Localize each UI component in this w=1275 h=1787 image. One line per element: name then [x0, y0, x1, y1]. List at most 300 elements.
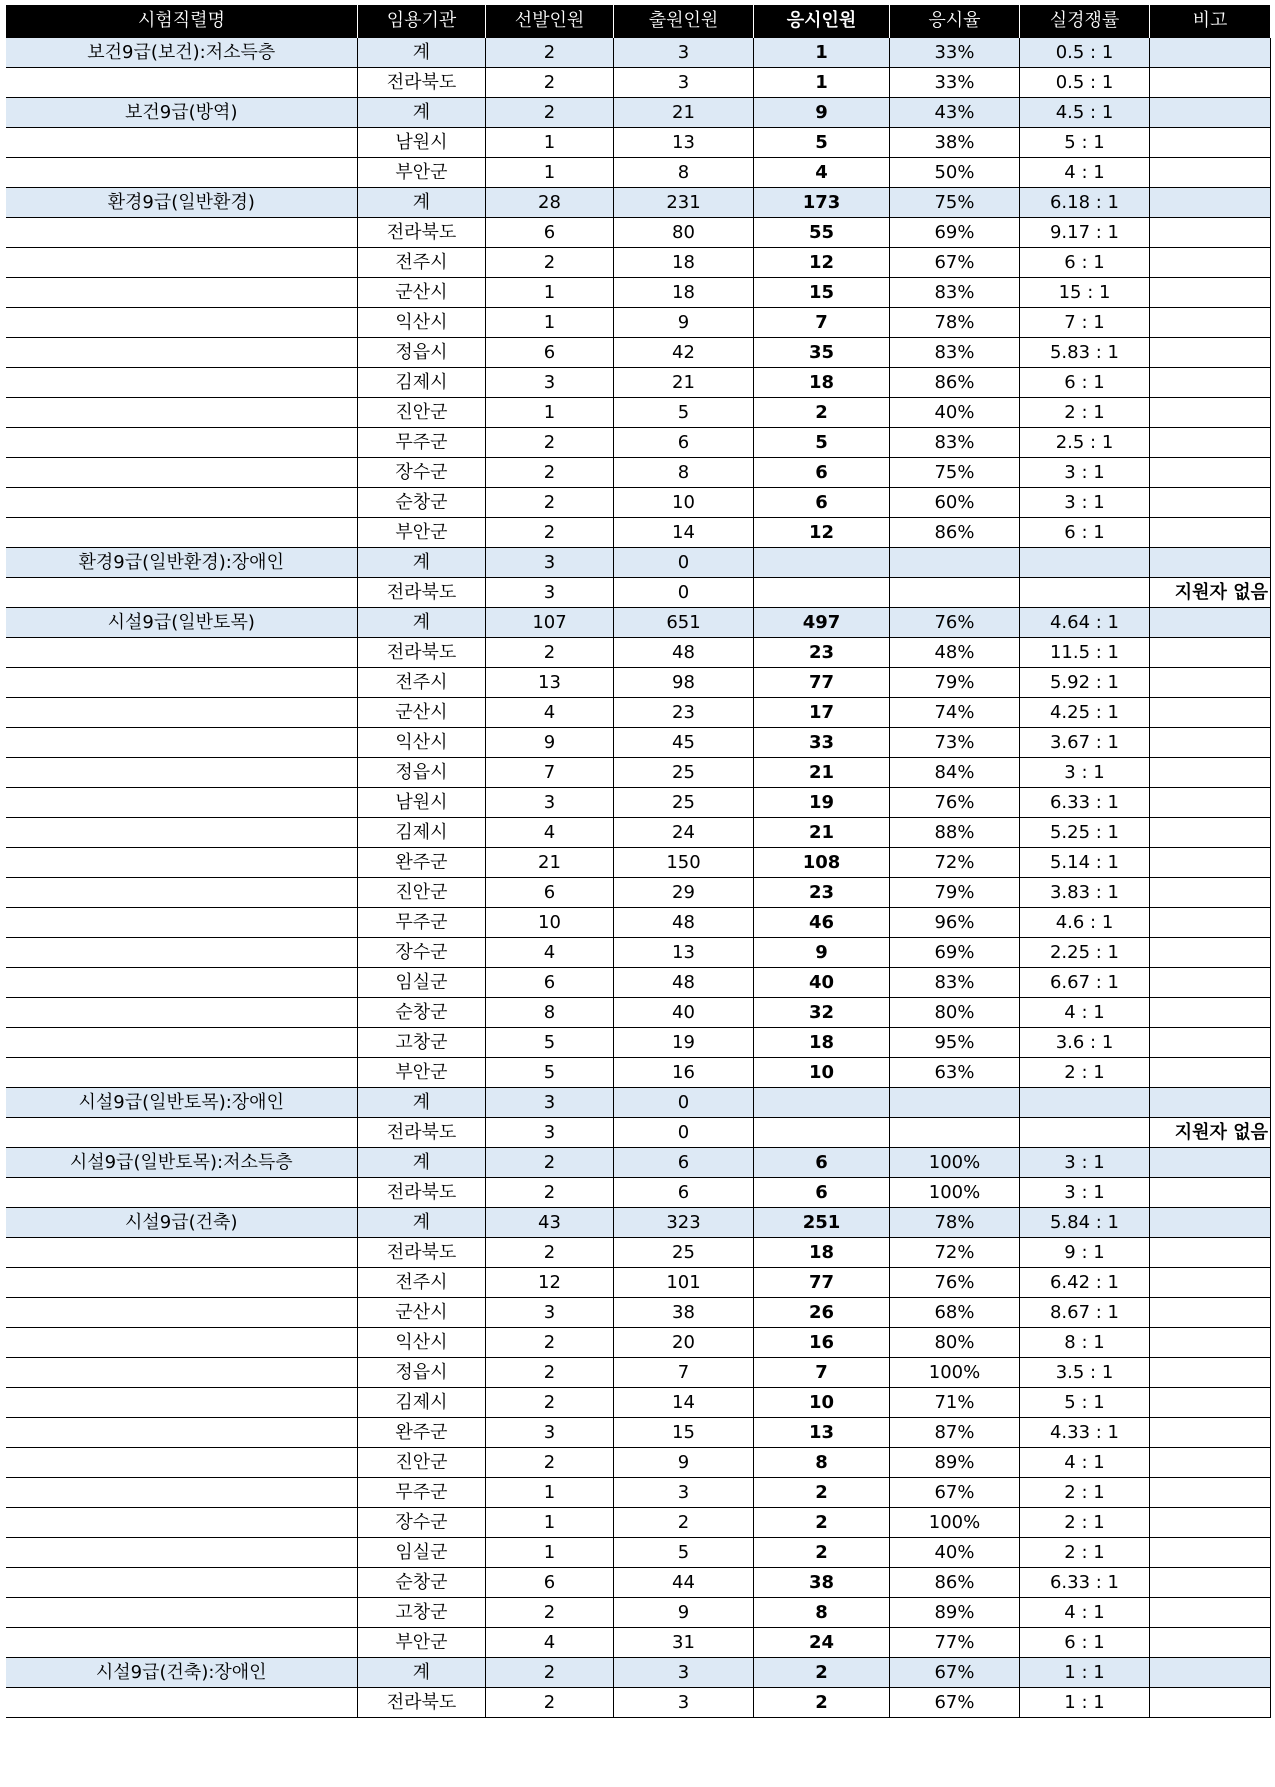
- table-row: [6, 307, 1271, 337]
- selected-cell: 3: [486, 1417, 614, 1447]
- competition-rate-cell: 4 : 1: [1020, 1597, 1150, 1627]
- applicants-cell: 25: [614, 757, 754, 787]
- agency-cell: 전주시: [358, 247, 486, 277]
- agency-cell: 전라북도: [358, 637, 486, 667]
- selected-cell: 2: [486, 427, 614, 457]
- exam-series-cell: 시설9급(일반토목):저소득층: [6, 1147, 358, 1177]
- table-row: [6, 67, 1271, 97]
- exam-rate-cell: 100%: [890, 1147, 1020, 1177]
- applicants-cell: 0: [614, 547, 754, 577]
- applicants-cell: 14: [614, 517, 754, 547]
- selected-cell: 2: [486, 517, 614, 547]
- examinees-cell: 77: [754, 667, 890, 697]
- agency-cell: 순창군: [358, 997, 486, 1027]
- selected-cell: 4: [486, 1627, 614, 1657]
- selected-cell: 5: [486, 1027, 614, 1057]
- agency-cell: 전라북도: [358, 1687, 486, 1717]
- exam-rate-cell: 76%: [890, 607, 1020, 637]
- examinees-cell: 33: [754, 727, 890, 757]
- applicants-cell: 98: [614, 667, 754, 697]
- selected-cell: 1: [486, 127, 614, 157]
- agency-cell: 계: [358, 1657, 486, 1687]
- competition-rate-cell: [1020, 577, 1150, 607]
- agency-cell: 군산시: [358, 697, 486, 727]
- agency-cell: 김제시: [358, 1387, 486, 1417]
- table-row: [6, 757, 1271, 787]
- header-exam-series: 시험직렬명: [6, 5, 358, 37]
- exam-series-cell: [6, 1627, 358, 1657]
- examinees-cell: 9: [754, 937, 890, 967]
- note-cell: [1150, 157, 1271, 187]
- table-row-total: [6, 1207, 1271, 1237]
- applicants-cell: 24: [614, 817, 754, 847]
- selected-cell: 4: [486, 937, 614, 967]
- competition-rate-cell: [1020, 547, 1150, 577]
- applicants-cell: 6: [614, 427, 754, 457]
- header-examinees: 응시인원: [754, 5, 890, 37]
- competition-rate-cell: 3 : 1: [1020, 487, 1150, 517]
- applicants-cell: 31: [614, 1627, 754, 1657]
- competition-rate-cell: 3.67 : 1: [1020, 727, 1150, 757]
- exam-rate-cell: 89%: [890, 1597, 1020, 1627]
- note-cell: [1150, 337, 1271, 367]
- competition-rate-cell: 2 : 1: [1020, 1537, 1150, 1567]
- agency-cell: 전주시: [358, 1267, 486, 1297]
- applicants-cell: 18: [614, 247, 754, 277]
- selected-cell: 2: [486, 1447, 614, 1477]
- exam-series-cell: [6, 1267, 358, 1297]
- examinees-cell: 6: [754, 457, 890, 487]
- examinees-cell: 24: [754, 1627, 890, 1657]
- agency-cell: 완주군: [358, 1417, 486, 1447]
- agency-cell: 익산시: [358, 1327, 486, 1357]
- exam-series-cell: [6, 217, 358, 247]
- table-row: [6, 457, 1271, 487]
- note-cell: [1150, 1237, 1271, 1267]
- exam-series-cell: [6, 757, 358, 787]
- selected-cell: 2: [486, 1147, 614, 1177]
- exam-rate-cell: 83%: [890, 277, 1020, 307]
- applicants-cell: 9: [614, 1447, 754, 1477]
- note-cell: [1150, 1027, 1271, 1057]
- selected-cell: 3: [486, 547, 614, 577]
- exam-rate-cell: 73%: [890, 727, 1020, 757]
- agency-cell: 순창군: [358, 487, 486, 517]
- exam-rate-cell: 78%: [890, 307, 1020, 337]
- applicants-cell: 48: [614, 907, 754, 937]
- exam-rate-cell: 83%: [890, 967, 1020, 997]
- note-cell: [1150, 277, 1271, 307]
- examinees-cell: 6: [754, 1177, 890, 1207]
- agency-cell: 계: [358, 547, 486, 577]
- selected-cell: 1: [486, 307, 614, 337]
- examinees-cell: [754, 577, 890, 607]
- exam-rate-cell: 96%: [890, 907, 1020, 937]
- competition-rate-cell: 6.42 : 1: [1020, 1267, 1150, 1297]
- note-cell: [1150, 547, 1271, 577]
- competition-rate-cell: 4.33 : 1: [1020, 1417, 1150, 1447]
- exam-series-cell: [6, 1027, 358, 1057]
- table-row-total: [6, 547, 1271, 577]
- selected-cell: 28: [486, 187, 614, 217]
- note-cell: [1150, 1327, 1271, 1357]
- exam-rate-cell: 40%: [890, 1537, 1020, 1567]
- table-row-total: [6, 1087, 1271, 1117]
- exam-series-cell: [6, 997, 358, 1027]
- note-cell: [1150, 1207, 1271, 1237]
- agency-cell: 정읍시: [358, 757, 486, 787]
- examinees-cell: 6: [754, 1147, 890, 1177]
- competition-rate-cell: 3.6 : 1: [1020, 1027, 1150, 1057]
- note-cell: [1150, 307, 1271, 337]
- selected-cell: 13: [486, 667, 614, 697]
- examinees-cell: 2: [754, 1477, 890, 1507]
- applicants-cell: 231: [614, 187, 754, 217]
- exam-series-cell: [6, 697, 358, 727]
- examinees-cell: 38: [754, 1567, 890, 1597]
- agency-cell: 김제시: [358, 367, 486, 397]
- applicants-cell: 101: [614, 1267, 754, 1297]
- table-row-total: [6, 97, 1271, 127]
- exam-rate-cell: [890, 1117, 1020, 1147]
- note-cell: [1150, 247, 1271, 277]
- competition-rate-cell: 6.67 : 1: [1020, 967, 1150, 997]
- exam-series-cell: 시설9급(일반토목):장애인: [6, 1087, 358, 1117]
- agency-cell: 전라북도: [358, 577, 486, 607]
- exam-series-cell: [6, 367, 358, 397]
- examinees-cell: 7: [754, 307, 890, 337]
- agency-cell: 정읍시: [358, 1357, 486, 1387]
- competition-rate-cell: 5.83 : 1: [1020, 337, 1150, 367]
- competition-rate-cell: 0.5 : 1: [1020, 37, 1150, 67]
- exam-rate-cell: 100%: [890, 1357, 1020, 1387]
- exam-rate-cell: 83%: [890, 337, 1020, 367]
- table-row: [6, 1447, 1271, 1477]
- exam-rate-cell: 69%: [890, 937, 1020, 967]
- table-row: [6, 1177, 1271, 1207]
- agency-cell: 익산시: [358, 307, 486, 337]
- header-applicants: 출원인원: [614, 5, 754, 37]
- examinees-cell: 2: [754, 1657, 890, 1687]
- exam-rate-cell: 87%: [890, 1417, 1020, 1447]
- agency-cell: 무주군: [358, 427, 486, 457]
- exam-series-cell: [6, 1117, 358, 1147]
- competition-rate-cell: 6.33 : 1: [1020, 1567, 1150, 1597]
- exam-rate-cell: 86%: [890, 367, 1020, 397]
- exam-rate-cell: 67%: [890, 1477, 1020, 1507]
- table-body: [6, 37, 1271, 1717]
- exam-rate-cell: [890, 547, 1020, 577]
- agency-cell: 군산시: [358, 1297, 486, 1327]
- table-row: [6, 847, 1271, 877]
- examinees-cell: 9: [754, 97, 890, 127]
- note-cell: [1150, 1687, 1271, 1717]
- competition-rate-cell: 6 : 1: [1020, 367, 1150, 397]
- applicants-cell: 9: [614, 307, 754, 337]
- header-exam-rate: 응시율: [890, 5, 1020, 37]
- note-cell: [1150, 1627, 1271, 1657]
- competition-rate-cell: 5.25 : 1: [1020, 817, 1150, 847]
- exam-series-cell: [6, 1387, 358, 1417]
- examinees-cell: 18: [754, 1237, 890, 1267]
- exam-series-cell: [6, 1417, 358, 1447]
- competition-rate-cell: 8 : 1: [1020, 1327, 1150, 1357]
- examinees-cell: 7: [754, 1357, 890, 1387]
- agency-cell: 무주군: [358, 907, 486, 937]
- competition-rate-cell: 9.17 : 1: [1020, 217, 1150, 247]
- agency-cell: 전라북도: [358, 1237, 486, 1267]
- table-row: [6, 817, 1271, 847]
- note-cell: [1150, 757, 1271, 787]
- table-row: [6, 727, 1271, 757]
- agency-cell: 계: [358, 37, 486, 67]
- applicants-cell: 0: [614, 1087, 754, 1117]
- examinees-cell: 251: [754, 1207, 890, 1237]
- applicants-cell: 13: [614, 937, 754, 967]
- agency-cell: 군산시: [358, 277, 486, 307]
- exam-series-cell: [6, 517, 358, 547]
- table-row: [6, 937, 1271, 967]
- examinees-cell: 8: [754, 1447, 890, 1477]
- exam-rate-cell: 68%: [890, 1297, 1020, 1327]
- competition-rate-cell: 2.25 : 1: [1020, 937, 1150, 967]
- examinees-cell: 497: [754, 607, 890, 637]
- table-row: [6, 1117, 1271, 1147]
- exam-rate-cell: 43%: [890, 97, 1020, 127]
- competition-rate-cell: 4.6 : 1: [1020, 907, 1150, 937]
- applicants-cell: 21: [614, 367, 754, 397]
- applicants-cell: 3: [614, 1657, 754, 1687]
- applicants-cell: 44: [614, 1567, 754, 1597]
- exam-series-cell: [6, 1237, 358, 1267]
- exam-rate-cell: 80%: [890, 1327, 1020, 1357]
- exam-series-cell: [6, 1177, 358, 1207]
- exam-rate-cell: 79%: [890, 667, 1020, 697]
- exam-series-cell: [6, 637, 358, 667]
- note-cell: [1150, 1357, 1271, 1387]
- selected-cell: 3: [486, 367, 614, 397]
- note-cell: [1150, 517, 1271, 547]
- exam-series-cell: [6, 427, 358, 457]
- applicants-cell: 0: [614, 1117, 754, 1147]
- exam-rate-cell: 33%: [890, 67, 1020, 97]
- exam-series-cell: [6, 1477, 358, 1507]
- selected-cell: 3: [486, 577, 614, 607]
- table-row: [6, 907, 1271, 937]
- table-row: [6, 427, 1271, 457]
- selected-cell: 2: [486, 37, 614, 67]
- agency-cell: 부안군: [358, 517, 486, 547]
- exam-series-cell: [6, 67, 358, 97]
- selected-cell: 6: [486, 217, 614, 247]
- exam-rate-cell: 72%: [890, 1237, 1020, 1267]
- selected-cell: 12: [486, 1267, 614, 1297]
- agency-cell: 장수군: [358, 457, 486, 487]
- competition-rate-cell: 3 : 1: [1020, 757, 1150, 787]
- note-cell: [1150, 1447, 1271, 1477]
- competition-rate-cell: 2 : 1: [1020, 397, 1150, 427]
- selected-cell: 2: [486, 457, 614, 487]
- selected-cell: 2: [486, 1687, 614, 1717]
- table-row: [6, 1387, 1271, 1417]
- note-cell: [1150, 1147, 1271, 1177]
- competition-rate-cell: 8.67 : 1: [1020, 1297, 1150, 1327]
- competition-rate-cell: 5.14 : 1: [1020, 847, 1150, 877]
- exam-series-cell: [6, 667, 358, 697]
- exam-series-cell: [6, 1597, 358, 1627]
- competition-rate-cell: 4.25 : 1: [1020, 697, 1150, 727]
- table-row-total: [6, 37, 1271, 67]
- selected-cell: 2: [486, 637, 614, 667]
- agency-cell: 임실군: [358, 1537, 486, 1567]
- applicants-cell: 3: [614, 1687, 754, 1717]
- table-row: [6, 967, 1271, 997]
- agency-cell: 무주군: [358, 1477, 486, 1507]
- exam-rate-cell: 33%: [890, 37, 1020, 67]
- exam-rate-cell: 78%: [890, 1207, 1020, 1237]
- exam-rate-cell: 67%: [890, 1657, 1020, 1687]
- table-row-total: [6, 607, 1271, 637]
- examinees-cell: 26: [754, 1297, 890, 1327]
- applicants-cell: 8: [614, 157, 754, 187]
- competition-rate-cell: 4.5 : 1: [1020, 97, 1150, 127]
- examinees-cell: 2: [754, 397, 890, 427]
- table-row: [6, 997, 1271, 1027]
- note-cell: [1150, 1477, 1271, 1507]
- examinees-cell: 5: [754, 427, 890, 457]
- table-row: [6, 277, 1271, 307]
- agency-cell: 익산시: [358, 727, 486, 757]
- exam-rate-cell: 100%: [890, 1177, 1020, 1207]
- examinees-cell: 35: [754, 337, 890, 367]
- selected-cell: 5: [486, 1057, 614, 1087]
- examinees-cell: 8: [754, 1597, 890, 1627]
- exam-series-cell: [6, 1357, 358, 1387]
- examinees-cell: 108: [754, 847, 890, 877]
- table-row: [6, 697, 1271, 727]
- examinees-cell: 18: [754, 1027, 890, 1057]
- applicants-cell: 15: [614, 1417, 754, 1447]
- competition-rate-cell: 5.92 : 1: [1020, 667, 1150, 697]
- competition-rate-cell: 3 : 1: [1020, 1177, 1150, 1207]
- competition-rate-cell: [1020, 1087, 1150, 1117]
- applicants-cell: 25: [614, 787, 754, 817]
- competition-rate-cell: 5 : 1: [1020, 1387, 1150, 1417]
- competition-rate-cell: 4.64 : 1: [1020, 607, 1150, 637]
- selected-cell: 2: [486, 97, 614, 127]
- agency-cell: 김제시: [358, 817, 486, 847]
- agency-cell: 부안군: [358, 1627, 486, 1657]
- table-row: [6, 1237, 1271, 1267]
- examinees-cell: [754, 1117, 890, 1147]
- applicants-cell: 3: [614, 1477, 754, 1507]
- selected-cell: 2: [486, 247, 614, 277]
- applicants-cell: 40: [614, 997, 754, 1027]
- examinees-cell: 21: [754, 757, 890, 787]
- examinees-cell: 173: [754, 187, 890, 217]
- examinees-cell: 2: [754, 1507, 890, 1537]
- table-row: [6, 1417, 1271, 1447]
- note-cell: [1150, 1297, 1271, 1327]
- exam-rate-cell: 88%: [890, 817, 1020, 847]
- agency-cell: 전라북도: [358, 67, 486, 97]
- note-cell: [1150, 1537, 1271, 1567]
- selected-cell: 6: [486, 877, 614, 907]
- examinees-cell: 1: [754, 67, 890, 97]
- agency-cell: 부안군: [358, 1057, 486, 1087]
- selected-cell: 1: [486, 1507, 614, 1537]
- table-row: [6, 1597, 1271, 1627]
- note-cell: [1150, 697, 1271, 727]
- note-cell: [1150, 1417, 1271, 1447]
- exam-rate-cell: 84%: [890, 757, 1020, 787]
- agency-cell: 정읍시: [358, 337, 486, 367]
- table-row: [6, 577, 1271, 607]
- applicants-cell: 19: [614, 1027, 754, 1057]
- note-cell: [1150, 367, 1271, 397]
- selected-cell: 10: [486, 907, 614, 937]
- competition-rate-cell: 6 : 1: [1020, 1627, 1150, 1657]
- applicants-cell: 80: [614, 217, 754, 247]
- competition-rate-cell: 4 : 1: [1020, 157, 1150, 187]
- applicants-cell: 45: [614, 727, 754, 757]
- agency-cell: 계: [358, 607, 486, 637]
- examinees-cell: 46: [754, 907, 890, 937]
- selected-cell: 2: [486, 1177, 614, 1207]
- competition-rate-cell: 5.84 : 1: [1020, 1207, 1150, 1237]
- applicants-cell: 48: [614, 637, 754, 667]
- agency-cell: 남원시: [358, 787, 486, 817]
- competition-rate-cell: 2.5 : 1: [1020, 427, 1150, 457]
- selected-cell: 3: [486, 1087, 614, 1117]
- examinees-cell: 10: [754, 1387, 890, 1417]
- note-cell: [1150, 217, 1271, 247]
- table-row: [6, 1507, 1271, 1537]
- table-row: [6, 1357, 1271, 1387]
- exam-series-cell: [6, 937, 358, 967]
- exam-rate-cell: 50%: [890, 157, 1020, 187]
- selected-cell: 2: [486, 1357, 614, 1387]
- exam-series-cell: [6, 1687, 358, 1717]
- competition-rate-cell: 2 : 1: [1020, 1477, 1150, 1507]
- agency-cell: 완주군: [358, 847, 486, 877]
- table-row: [6, 337, 1271, 367]
- examinees-cell: 1: [754, 37, 890, 67]
- exam-series-cell: [6, 727, 358, 757]
- exam-series-cell: [6, 247, 358, 277]
- exam-series-cell: [6, 577, 358, 607]
- exam-rate-cell: 75%: [890, 457, 1020, 487]
- exam-rate-cell: 48%: [890, 637, 1020, 667]
- competition-rate-cell: 5 : 1: [1020, 127, 1150, 157]
- applicants-cell: 3: [614, 37, 754, 67]
- table-row: [6, 1057, 1271, 1087]
- competition-rate-cell: [1020, 1117, 1150, 1147]
- examinees-cell: 77: [754, 1267, 890, 1297]
- examinees-cell: 16: [754, 1327, 890, 1357]
- examinees-cell: [754, 1087, 890, 1117]
- exam-series-cell: [6, 1567, 358, 1597]
- note-cell: [1150, 1177, 1271, 1207]
- agency-cell: 계: [358, 1147, 486, 1177]
- applicants-cell: 16: [614, 1057, 754, 1087]
- applicants-cell: 14: [614, 1387, 754, 1417]
- agency-cell: 남원시: [358, 127, 486, 157]
- exam-series-cell: [6, 817, 358, 847]
- applicants-cell: 323: [614, 1207, 754, 1237]
- table-row: [6, 217, 1271, 247]
- exam-rate-cell: 100%: [890, 1507, 1020, 1537]
